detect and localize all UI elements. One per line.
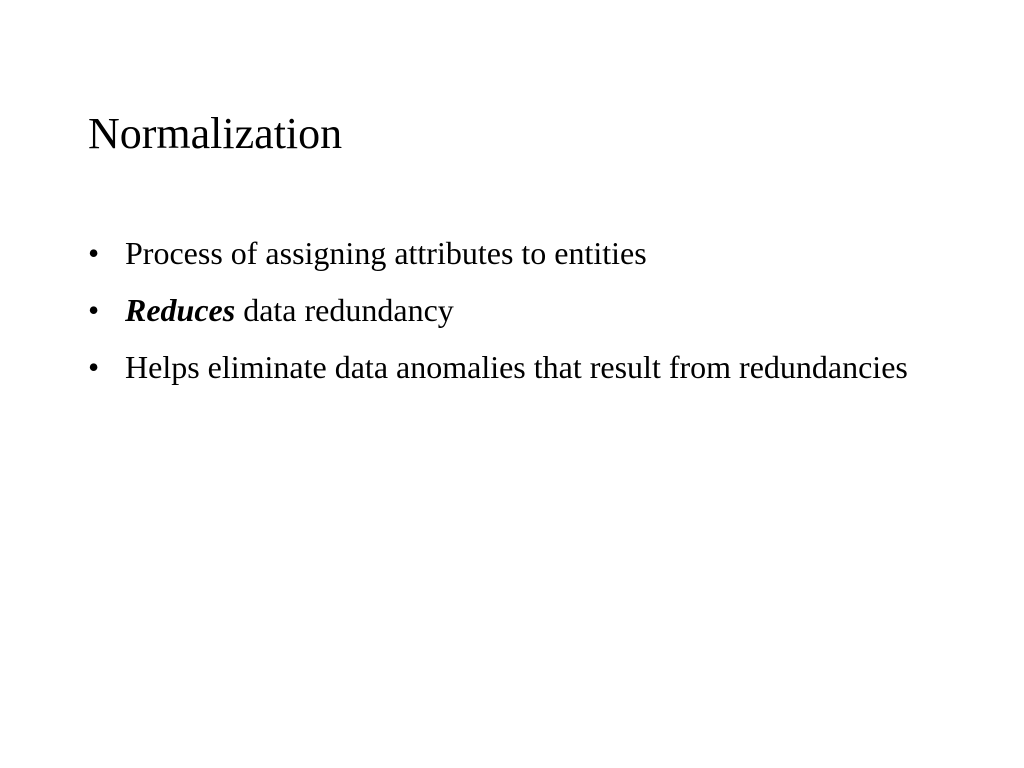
bullet-item: [88, 287, 948, 333]
bullet-marker: •: [88, 292, 100, 328]
bullet-text: Process of assigning attributes to entities: [125, 235, 647, 271]
bullet-item: [88, 230, 948, 276]
bullet-marker: •: [88, 349, 100, 385]
slide-title: Normalization: [88, 109, 343, 158]
bullet-emphasis: Reduces: [125, 292, 236, 328]
bullet-list: [88, 230, 948, 401]
bullet-item: [88, 344, 948, 390]
bullet-text: Helps eliminate data anomalies that result from redundancies: [125, 349, 908, 385]
bullet-text: data redundancy: [235, 292, 454, 328]
bullet-marker: •: [88, 235, 100, 271]
